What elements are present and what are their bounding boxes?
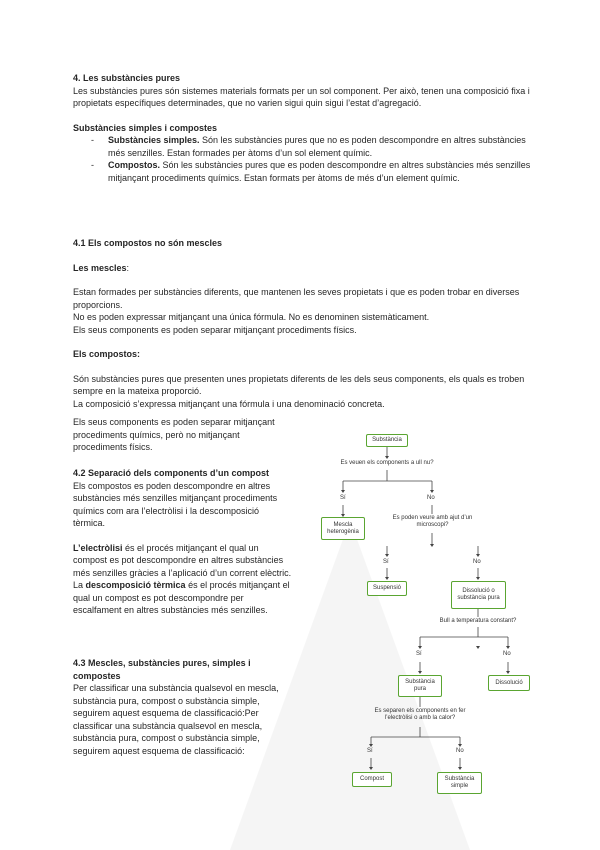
question-naked-eye: Es veuen els components a ull nu? [340, 460, 434, 466]
simple-compound-heading: Substàncies simples i compostes [73, 122, 218, 133]
question-microscope: Es poden veure amb ajut d’un microscopi? [392, 515, 473, 528]
node-substancia-simple: Substància simple [437, 772, 482, 794]
question-electrolysis: Es separen els components en fer l’electròlisi o amb la calor? [374, 708, 466, 721]
descomposicio-term: descomposició tèrmica [85, 580, 186, 590]
mescles-line-1: Estan formades per substàncies diferents, que mantenen les seves propietats i que es poden trobar en diverses proporcions. [73, 287, 520, 310]
node-mescla-heterogenia: Mescla heterogènia [321, 517, 365, 540]
electrolisi-paragraph: L’electròlisi és el procés mitjançant el qual un compost es pot descompondre en altres substàncies més senzilles gràcies a l’aplicació d’un corrent elèctric. [73, 542, 292, 578]
section-4-2-title: 4.2 Separació dels components d’un compost [73, 468, 270, 478]
descomposicio-paragraph: La descomposició tèrmica és el procés mitjançant el qual un compost es pot descompondre per escalfament en altres substàncies més senzilles. [73, 580, 290, 615]
electrolisi-term: L’electròlisi [73, 542, 123, 553]
section-4-intro: Les substàncies pures són sistemes materials formats per un sol component. Per això, tenen una composició fixa i propietats específiques determinades, que no varien sigui quin sigui l’estat d’agregació. [73, 85, 530, 108]
node-substancia: Substància [366, 434, 408, 447]
answer-yes-3: Sí [416, 651, 422, 657]
node-dissolucio-o-substancia-pura: Dissolució o substància pura [451, 581, 506, 609]
answer-no-2: No [473, 559, 481, 565]
section-4-title: 4. Les substàncies pures [73, 73, 181, 83]
mescles-line-2: No es poden expressar mitjançant una única fórmula. No es denominen sistemàticament. [73, 312, 430, 322]
bullet-simple-substances: - Substàncies simples. Són les substàncies pures que no es poden descompondre en altres substàncies més senzilles. Estan formades per àtoms d’un sol element químic. [91, 135, 526, 158]
compostos-label: Els compostos: [73, 349, 141, 359]
bullet-simple-term: Substàncies simples. [108, 135, 200, 145]
section-4-1: 4.1 Els compostos no són mescles Les mescles: Estan formades per substàncies diferents, que mantenen les seves propietats i que es poden trobar en diverses proporcions. No es poden expressar mitjançant una única fórmula. No es denominen sistemàticament. Els seus components es poden separar mitjançant procediments físics. Els compostos: Són substàncies pures que presenten unes propietats diferents de les dels seus components, els quals es troben sempre en la mateixa proporció. La composició s’expressa mitjançant una fórmula i una denominació concreta. [73, 237, 533, 410]
answer-no-4: No [456, 748, 464, 754]
node-dissolucio: Dissolució [488, 675, 530, 691]
section-4-3-title: 4.3 Mescles, substàncies pures, simples i compostes [73, 658, 251, 681]
bullet-compounds-text: Són les substàncies pures que es poden descompondre en altres substàncies més senzilles mitjançant procediments químics. Estan formats per àtoms de més d’un element químic. [108, 160, 531, 183]
mescles-label: Les mescles [73, 262, 127, 273]
section-4-2-p1: Els compostos es poden descompondre en altres substàncies més senzilles mitjançant procediments químics com ara l’electròlisi i la descomposició tèrmica. [73, 480, 278, 528]
section-4-1-title: 4.1 Els compostos no són mescles [73, 238, 223, 248]
section-4-3-p1: Per classificar una substància qualsevol en mescla, substància pura, compost o substància simple, seguirem aquest esquema de classificació:Per classificar una substància qualsevol en mescla, substància pura, compost o substància simple, seguirem aquest esquema de classificació: [73, 683, 279, 756]
answer-no-1: No [427, 495, 435, 501]
compostos-line-1: Són substàncies pures que presenten unes propietats diferents de les dels seus components, els quals es troben sempre en la mateixa proporció. [73, 373, 525, 396]
bullet-compounds: - Compostos. Són les substàncies pures que es poden descompondre en altres substàncies més senzilles mitjançant procediments químics. Estan formats per àtoms de més d’un element químic. [91, 160, 531, 183]
node-substancia-pura: Substància pura [398, 675, 442, 697]
node-compost: Compost [352, 772, 392, 787]
question-constant-temperature: Bull a temperatura constant? [439, 618, 517, 624]
compostos-line-3: Els seus components es poden separar mitjançant procediments químics, però no mitjançant procediments físics. [73, 417, 275, 452]
bullet-compounds-term: Compostos. [108, 160, 161, 170]
answer-no-3: No [503, 651, 511, 657]
node-suspensio: Suspensió [367, 581, 407, 596]
mescles-line-3: Els seus components es poden separar mitjançant procediments físics. [73, 324, 357, 335]
answer-yes-1: Sí [340, 495, 346, 501]
answer-yes-2: Sí [383, 559, 389, 565]
answer-yes-4: Sí [367, 748, 373, 754]
compostos-line-2: La composició s’expressa mitjançant una fórmula i una denominació concreta. [73, 398, 385, 409]
bullet-simple-text: Són les substàncies pures que no es poden descompondre en altres substàncies més senzilles. Estan formades per àtoms d’un sol element químic. [108, 135, 526, 158]
